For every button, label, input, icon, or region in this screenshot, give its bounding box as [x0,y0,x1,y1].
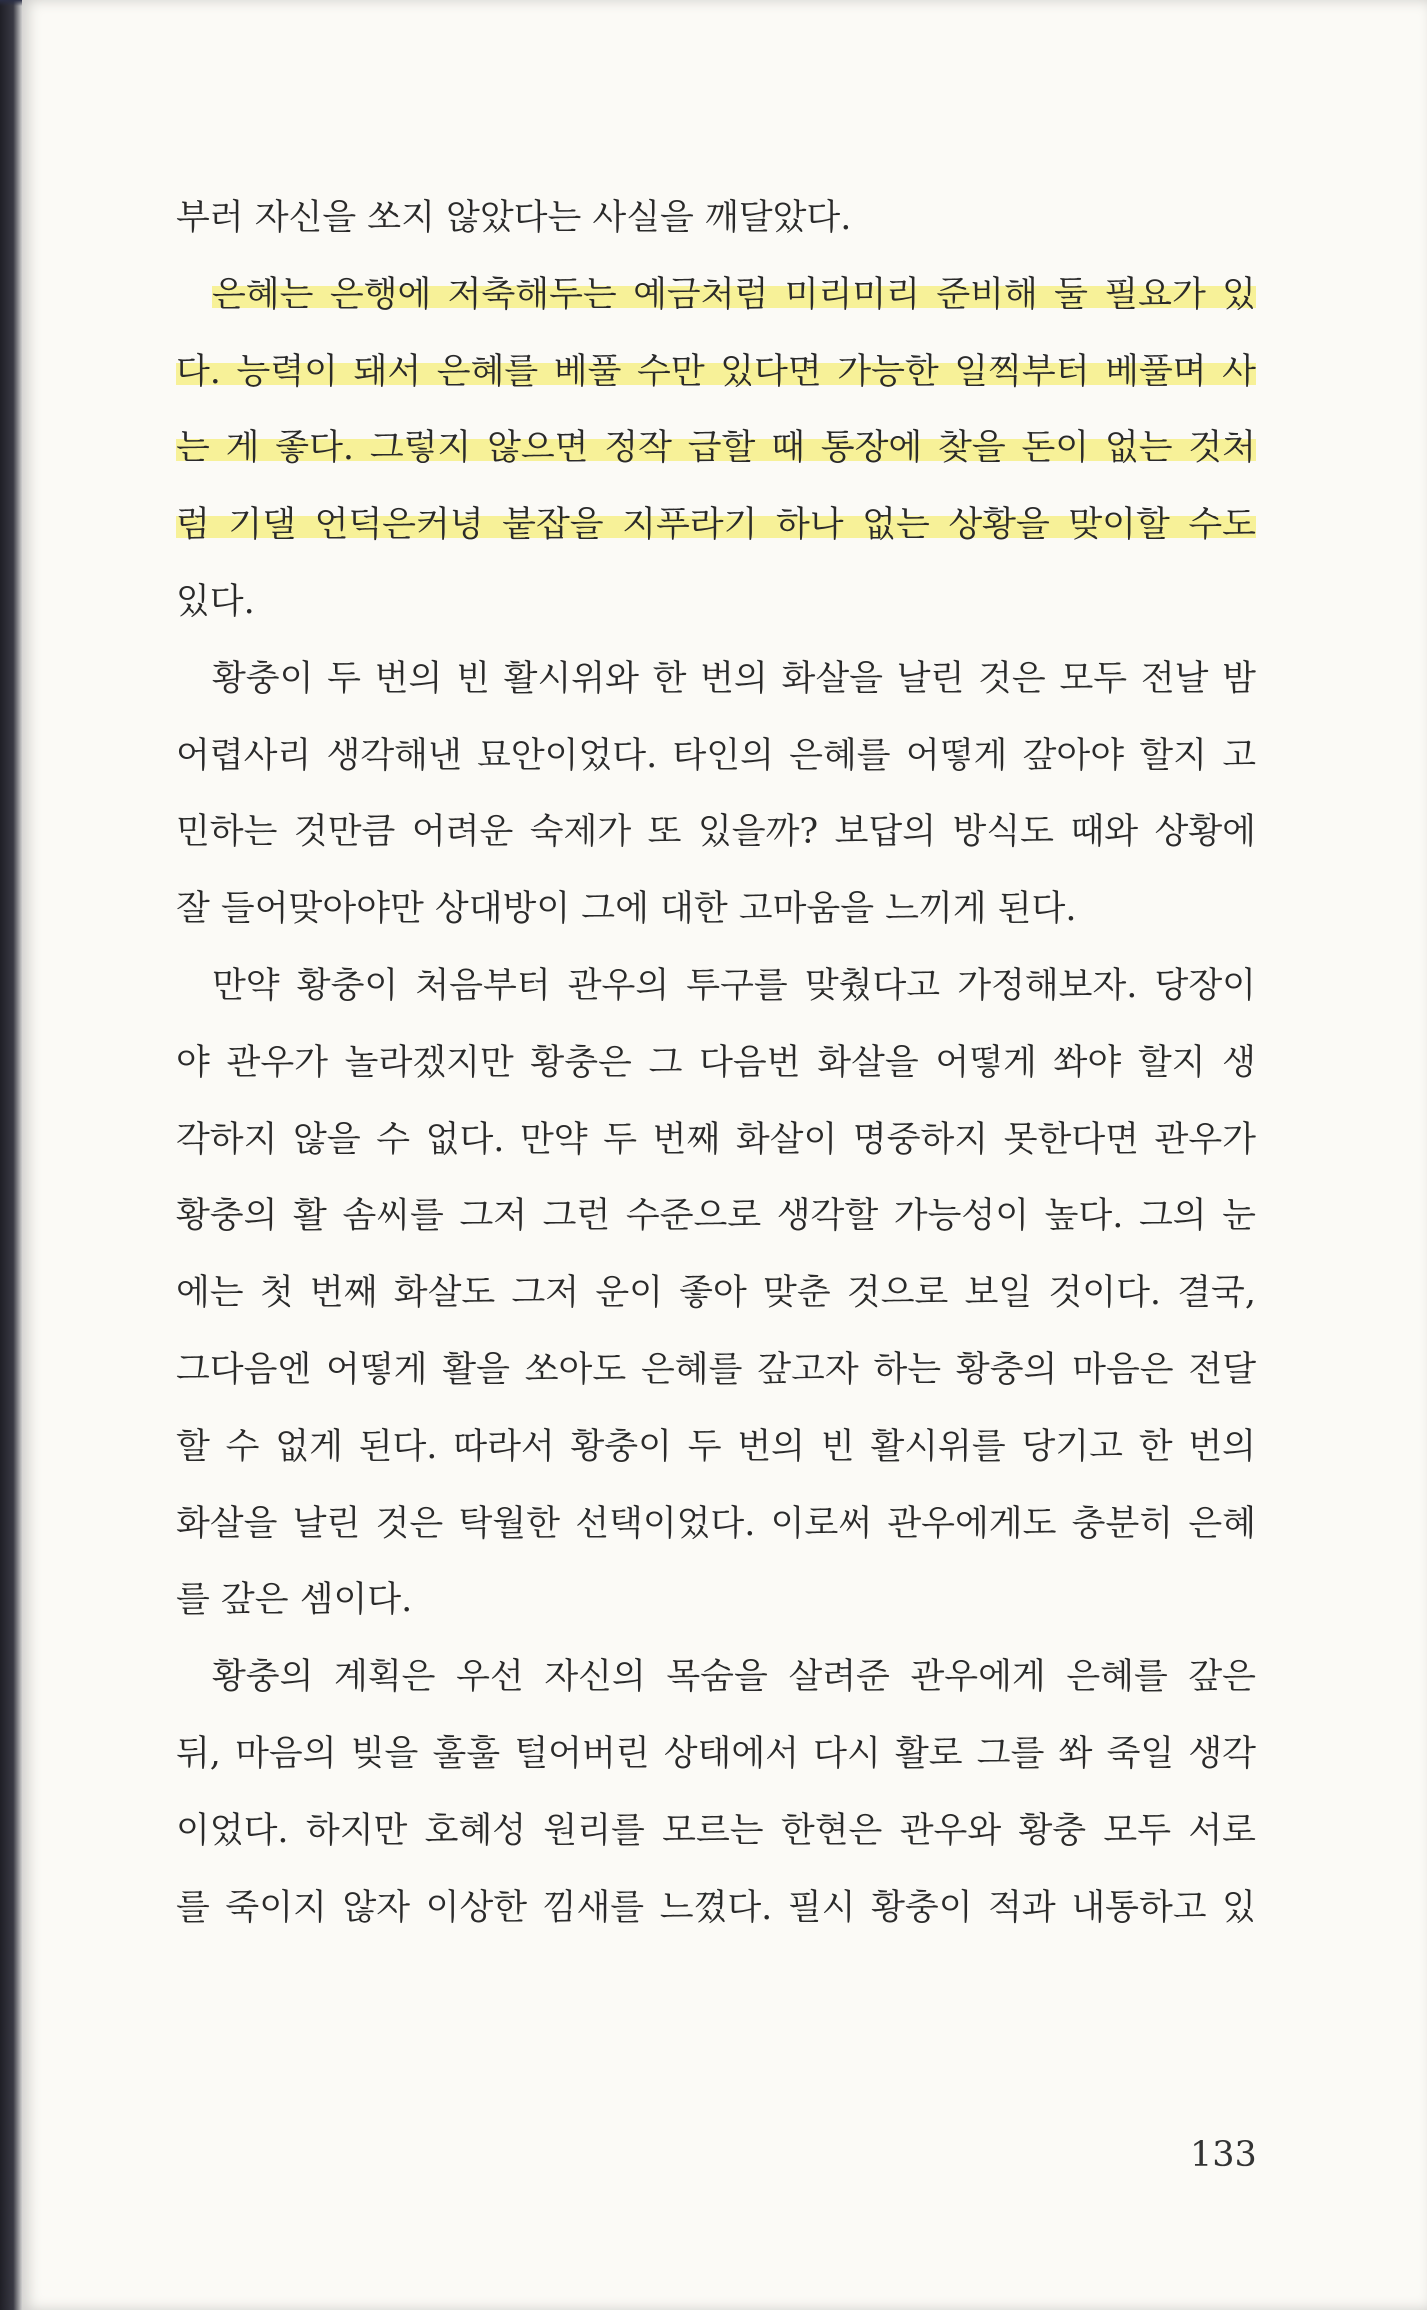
body-text [176,180,1256,1946]
text-line: 화살을 날린 것은 탁월한 선택이었다. 이로써 관우에게도 충분히 은혜 [176,1503,1256,1544]
text-line: 에는 첫 번째 화살도 그저 운이 좋아 맞춘 것으로 보일 것이다. 결국, [176,1273,1256,1314]
text-line: 를 죽이지 않자 이상한 낌새를 느꼈다. 필시 황충이 적과 내통하고 있 [176,1887,1256,1928]
text-line: 를 갚은 셈이다. [176,1580,413,1621]
text-line: 황충의 활 솜씨를 그저 그런 수준으로 생각할 가능성이 높다. 그의 눈 [176,1196,1256,1237]
text-line: 할 수 없게 된다. 따라서 황충이 두 번의 빈 활시위를 당기고 한 번의 [176,1426,1256,1467]
text-line: 있다. [176,581,255,622]
text-line-highlighted [176,410,1256,487]
text-line: 황충의 계획은 우선 자신의 목숨을 살려준 관우에게 은혜를 갚은 [212,1657,1256,1698]
text-line: 각하지 않을 수 없다. 만약 두 번째 화살이 명중하지 못한다면 관우가 [176,1119,1256,1160]
text-line-highlighted [176,257,1256,334]
highlight-mark: 다. 능력이 돼서 은혜를 베풀 수만 있다면 가능한 일찍부터 베풀며 사 [176,351,1256,392]
text-line: 부러 자신을 쏘지 않았다는 사실을 깨달았다. [176,198,852,238]
text-line: 잘 들어맞아야만 상대방이 그에 대한 고마움을 느끼게 된다. [176,889,1077,930]
text-line: 뒤, 마음의 빚을 훌훌 털어버린 상태에서 다시 활로 그를 쏴 죽일 생각 [176,1733,1256,1774]
text-line: 어렵사리 생각해낸 묘안이었다. 타인의 은혜를 어떻게 갚아야 할지 고 [176,735,1256,776]
text-line-highlighted [176,487,1256,564]
highlight-mark: 는 게 좋다. 그렇지 않으면 정작 급할 때 통장에 찾을 돈이 없는 것처 [176,428,1256,469]
highlight-mark: 은혜는 은행에 저축해두는 예금처럼 미리미리 준비해 둘 필요가 있 [212,274,1256,315]
text-line-highlighted [176,334,1256,411]
book-page [22,0,1427,2310]
page-number: 133 [1190,2135,1257,2175]
text-line: 이었다. 하지만 호혜성 원리를 모르는 한현은 관우와 황충 모두 서로 [176,1810,1256,1851]
text-line: 황충이 두 번의 빈 활시위와 한 번의 화살을 날린 것은 모두 전날 밤 [212,658,1256,699]
text-line: 만약 황충이 처음부터 관우의 투구를 맞췄다고 가정해보자. 당장이 [212,965,1256,1006]
text-line: 그다음엔 어떻게 활을 쏘아도 은혜를 갚고자 하는 황충의 마음은 전달 [176,1349,1256,1390]
text-line: 야 관우가 놀라겠지만 황충은 그 다음번 화살을 어떻게 쏴야 할지 생 [176,1042,1256,1083]
book-spine-shadow [0,0,22,2310]
highlight-mark: 럼 기댈 언덕은커녕 붙잡을 지푸라기 하나 없는 상황을 맞이할 수도 [176,505,1256,546]
text-line: 민하는 것만큼 어려운 숙제가 또 있을까? 보답의 방식도 때와 상황에 [176,812,1256,853]
